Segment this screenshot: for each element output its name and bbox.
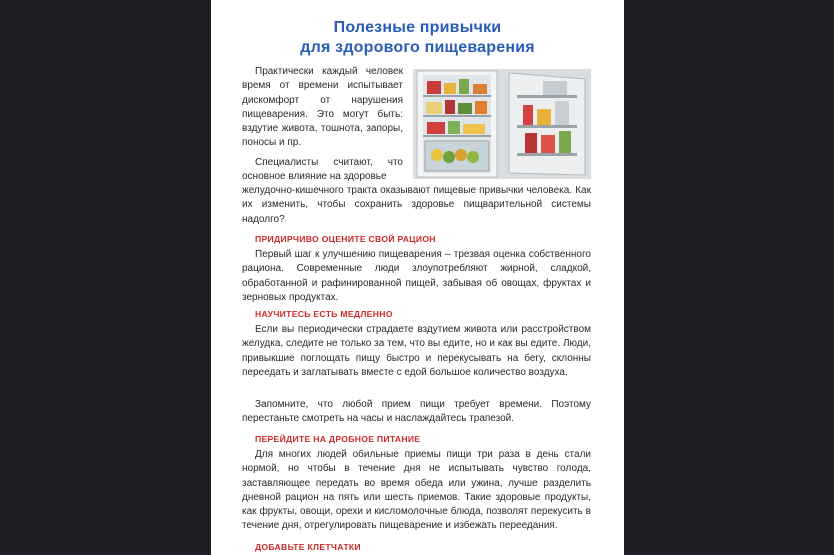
title-line-1: Полезные привычки (333, 19, 502, 36)
page-title (211, 18, 624, 58)
section-text-diet: Первый шаг к улучшению пищеварения – трезвая оценка собственного рациона. Современные люди злоупотребляют жирной, сладкой, обработанной и рафинированной пищей, забывая об овощах, фруктах и зерновых продуктах. (242, 249, 591, 303)
section-heading-fractional-meals: ПЕРЕЙДИТЕ НА ДРОБНОЕ ПИТАНИЕ (255, 434, 421, 444)
intro-paragraph-1: Практически каждый человек время от времени испытывает дискомфорт от нарушения пищеварения. Это могут быть: вздутие живота, тошнота, запоры, поносы и пр. (242, 66, 403, 149)
refrigerator-photo (413, 69, 591, 179)
section-text-fractional-meals: Для многих людей обильные приемы пищи три раза в день стали нормой, но чтобы в течение дня не испытывать чувство голода, заставляющее передать во время обеда или ужина, лучше разделить дневной рацион на пять или шесть приемов. Такие здоровые продукты, как фрукты, овощи, орехи и кисломолочные блюда, позволят перекусить в течение дня, отрегулировать пищеварение и избежать переедания. (242, 449, 591, 532)
section-heading-eat-slowly: НАУЧИТЕСЬ ЕСТЬ МЕДЛЕННО (255, 309, 393, 319)
section-heading-fiber: ДОБАВЬТЕ КЛЕТЧАТКИ (255, 542, 361, 552)
document-page (211, 0, 624, 555)
intro-paragraph-2-part-2: желудочно-кишечного тракта оказывают пищевые привычки человека. Как их изменить, чтобы сохранить здоровье пищварительной системы надолго? (242, 185, 591, 225)
intro-paragraph-2-part-1: Специалисты считают, что основное влияние на здоровье (242, 157, 403, 183)
section-text-eat-slowly-2: Запомните, что любой прием пищи требует времени. Поэтому перестаньте смотреть на часы и наслаждайтесь трапезой. (242, 399, 591, 425)
section-text-eat-slowly-1: Если вы периодически страдаете вздутием живота или расстройством желудка, следите не только за тем, что вы едите, но и как вы едите. Люди, привыкшие поглощать пищу быстро и перекусывать на бегу, склонны переедать и заглатывать вместе с едой большое количество воздуха. (242, 324, 591, 378)
section-heading-diet: ПРИДИРЧИВО ОЦЕНИТЕ СВОЙ РАЦИОН (255, 234, 436, 244)
title-line-2: для здорового пищеварения (300, 39, 535, 56)
